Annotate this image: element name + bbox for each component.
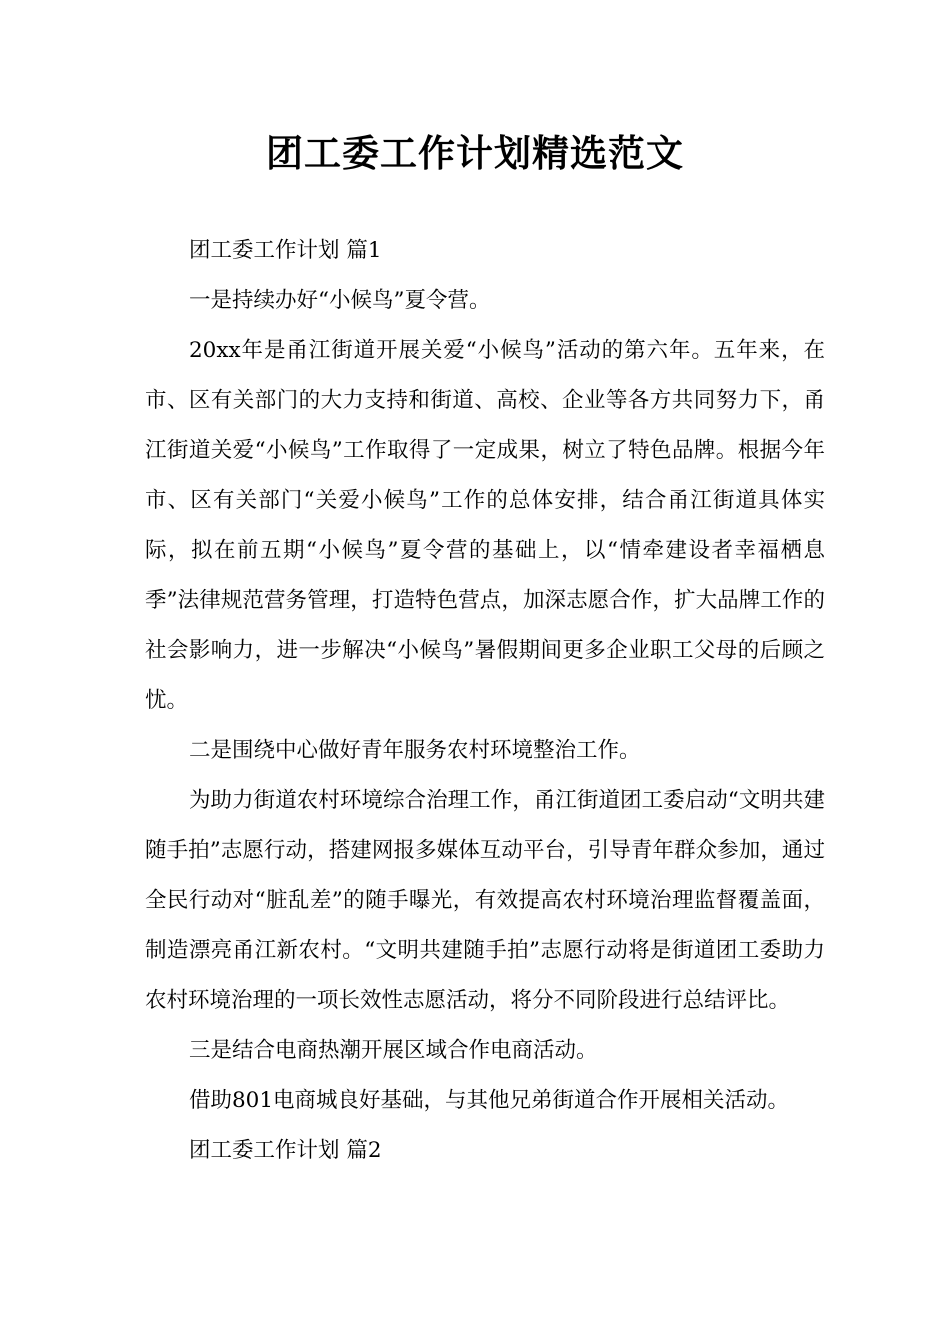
item-heading-rural-environment: 二是围绕中心做好青年服务农村环境整治工作。: [189, 738, 641, 763]
paragraph-rural-environment: 为助力街道农村环境综合治理工作，甬江街道团工委启动“文明共建随手拍”志愿行动，搭建网报多媒体互动平台，引导青年群众参加，通过全民行动对“脏乱差”的随手曝光，有效提高农村环境治理监督覆盖面，制造漂亮甬江新农村。“文明共建随手拍”志愿行动将是街道团工委助力农村环境治理的一项长效性志愿活动，将分不同阶段进行总结评比。: [145, 788, 825, 1013]
paragraph-summer-camp: 20xx年是甬江街道开展关爱“小候鸟”活动的第六年。五年来，在市、区有关部门的大力支持和街道、高校、企业等各方共同努力下，甬江街道关爱“小候鸟”工作取得了一定成果，树立了特色品牌。根据今年市、区有关部门“关爱小候鸟”工作的总体安排，结合甬江街道具体实际，拟在前五期“小候鸟”夏令营的基础上，以“情牵建设者幸福栖息季”法律规范营务管理，打造特色营点，加深志愿合作，扩大品牌工作的社会影响力，进一步解决“小候鸟”暑假期间更多企业职工父母的后顾之忧。: [145, 338, 825, 713]
section-heading-plan-1: 团工委工作计划 篇1: [189, 238, 382, 263]
document-body: [145, 226, 825, 1176]
item-heading-ecommerce: 三是结合电商热潮开展区域合作电商活动。: [189, 1038, 598, 1063]
paragraph-ecommerce: 借助801电商城良好基础，与其他兄弟街道合作开展相关活动。: [189, 1088, 790, 1113]
section-heading-plan-2: 团工委工作计划 篇2: [189, 1138, 382, 1163]
item-heading-summer-camp: 一是持续办好“小候鸟”夏令营。: [189, 288, 491, 313]
document-title: 团工委工作计划精选范文: [266, 132, 684, 175]
